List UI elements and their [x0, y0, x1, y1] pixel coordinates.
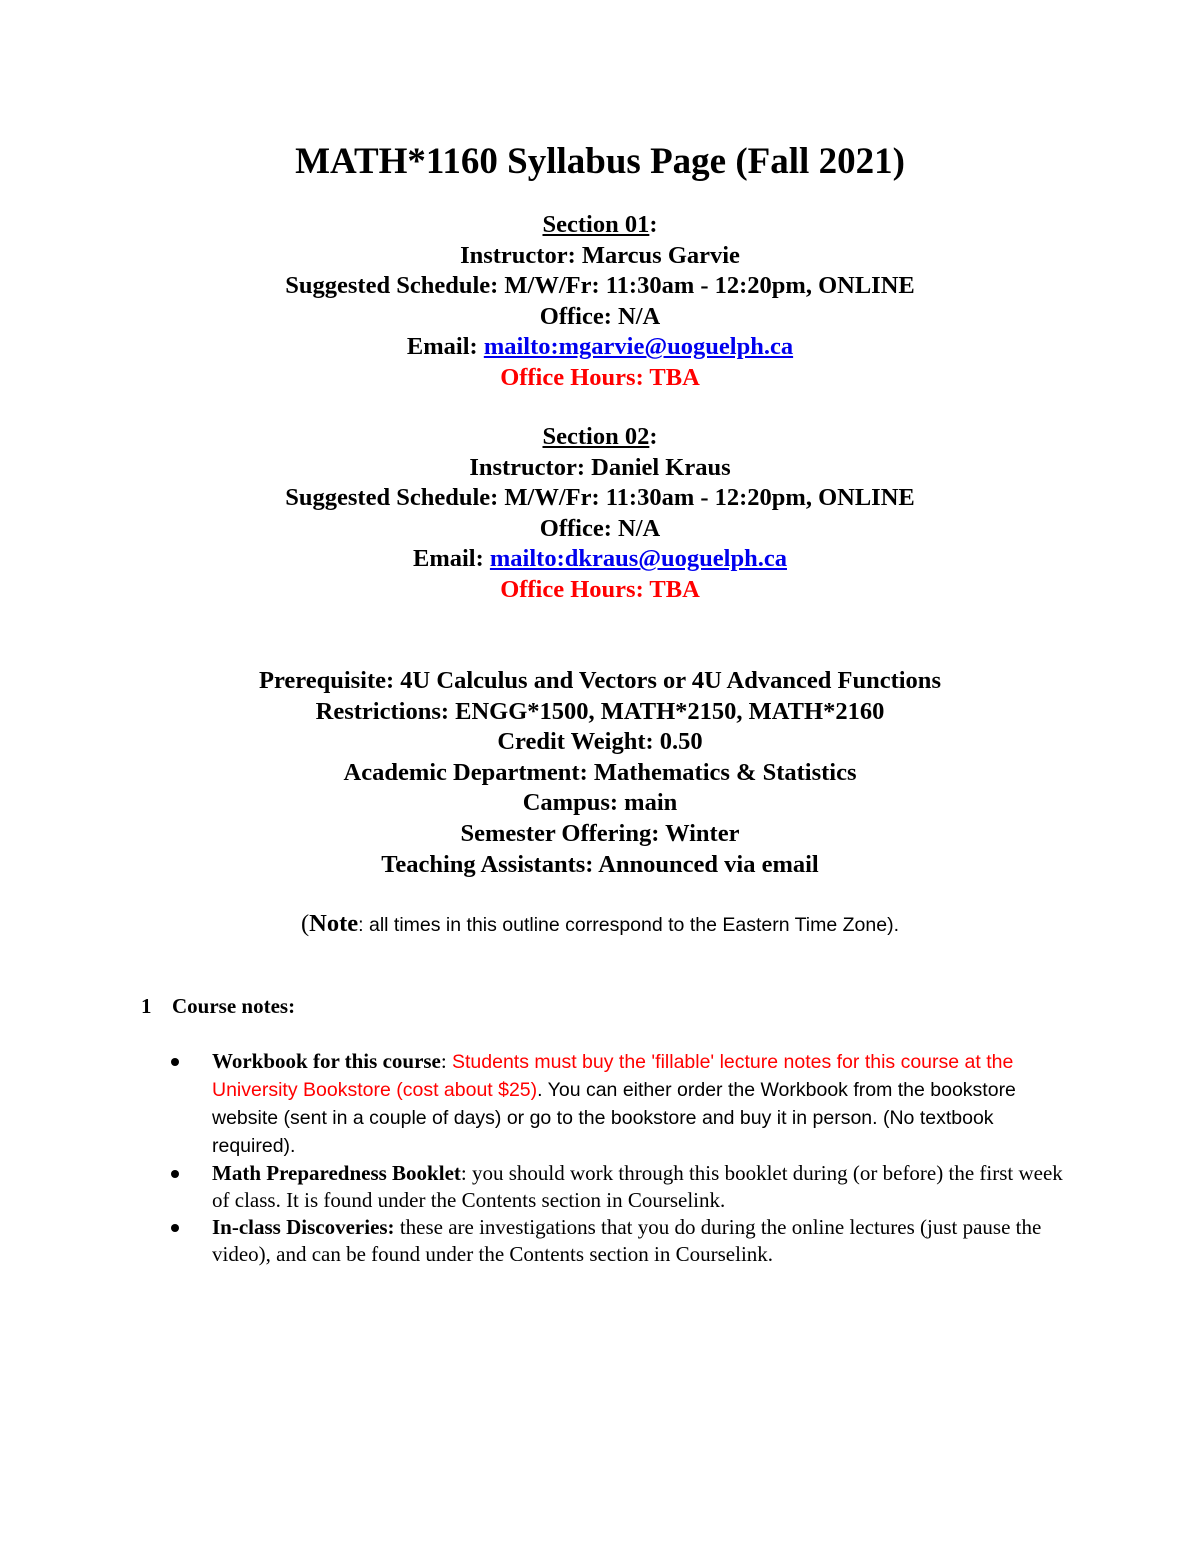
- list-item: Workbook for this course: Students must buy the 'fillable' lecture notes for this course at the University Bookstore (cost about $25). You can either order the Workbook from the bookstore website (sent in a couple of days) or go to the bookstore and buy it in person. (No textbook required).: [165, 1048, 1070, 1160]
- page-title: MATH*1160 Syllabus Page (Fall 2021): [295, 141, 905, 182]
- instructor: Instructor: Daniel Kraus: [469, 453, 731, 481]
- instructor: Instructor: Marcus Garvie: [460, 241, 740, 269]
- course-info-block: [0, 666, 1200, 880]
- teaching-assistants: Teaching Assistants: Announced via email: [381, 850, 819, 878]
- course-notes-list: [165, 1048, 1070, 1268]
- email-link[interactable]: mailto:dkraus@uoguelph.ca: [489, 545, 787, 573]
- section-number: 1: [141, 994, 152, 1018]
- semester-offering: Semester Offering: Winter: [460, 819, 740, 847]
- restrictions: Restrictions: ENGG*1500, MATH*2150, MATH*2160: [315, 697, 885, 725]
- time-zone-note: (Note: all times in this outline correspond to the Eastern Time Zone).: [301, 910, 899, 937]
- schedule: Suggested Schedule: M/W/Fr: 11:30am - 12:20pm, ONLINE: [285, 272, 915, 300]
- email: Email: mailto:dkraus@uoguelph.ca: [412, 545, 787, 573]
- credit-weight: Credit Weight: 0.50: [497, 728, 703, 756]
- campus: Campus: main: [522, 789, 678, 817]
- section-heading: Section 01:: [542, 211, 658, 238]
- office: Office: N/A: [539, 302, 661, 330]
- bullet-icon: [171, 1170, 179, 1178]
- section-02-block: [0, 422, 1200, 606]
- office-hours: Office Hours: TBA: [500, 575, 700, 603]
- section-01-block: [0, 210, 1200, 394]
- prerequisite: Prerequisite: 4U Calculus and Vectors or 4U Advanced Functions: [259, 667, 941, 694]
- academic-department: Academic Department: Mathematics & Statistics: [343, 758, 857, 786]
- course-notes-heading: [141, 992, 295, 1020]
- email: Email: mailto:mgarvie@uoguelph.ca: [406, 333, 794, 361]
- bullet-icon: [171, 1224, 179, 1232]
- office-hours: Office Hours: TBA: [500, 363, 700, 391]
- section-heading-text: Section 02: [542, 423, 650, 450]
- section-heading-text: Section 01: [542, 211, 650, 238]
- list-item: Math Preparedness Booklet: you should work through this booklet during (or before) the first week of class. It is found under the Contents section in Courselink.: [165, 1160, 1070, 1214]
- bullet-icon: [171, 1058, 179, 1066]
- email-link[interactable]: mailto:mgarvie@uoguelph.ca: [483, 333, 794, 361]
- schedule: Suggested Schedule: M/W/Fr: 11:30am - 12:20pm, ONLINE: [285, 484, 915, 512]
- office: Office: N/A: [539, 514, 661, 542]
- section-title: Course notes:: [172, 994, 296, 1018]
- list-item: In-class Discoveries: these are investigations that you do during the online lectures (just pause the video), and can be found under the Contents section in Courselink.: [165, 1214, 1070, 1268]
- section-heading: Section 02:: [542, 423, 658, 450]
